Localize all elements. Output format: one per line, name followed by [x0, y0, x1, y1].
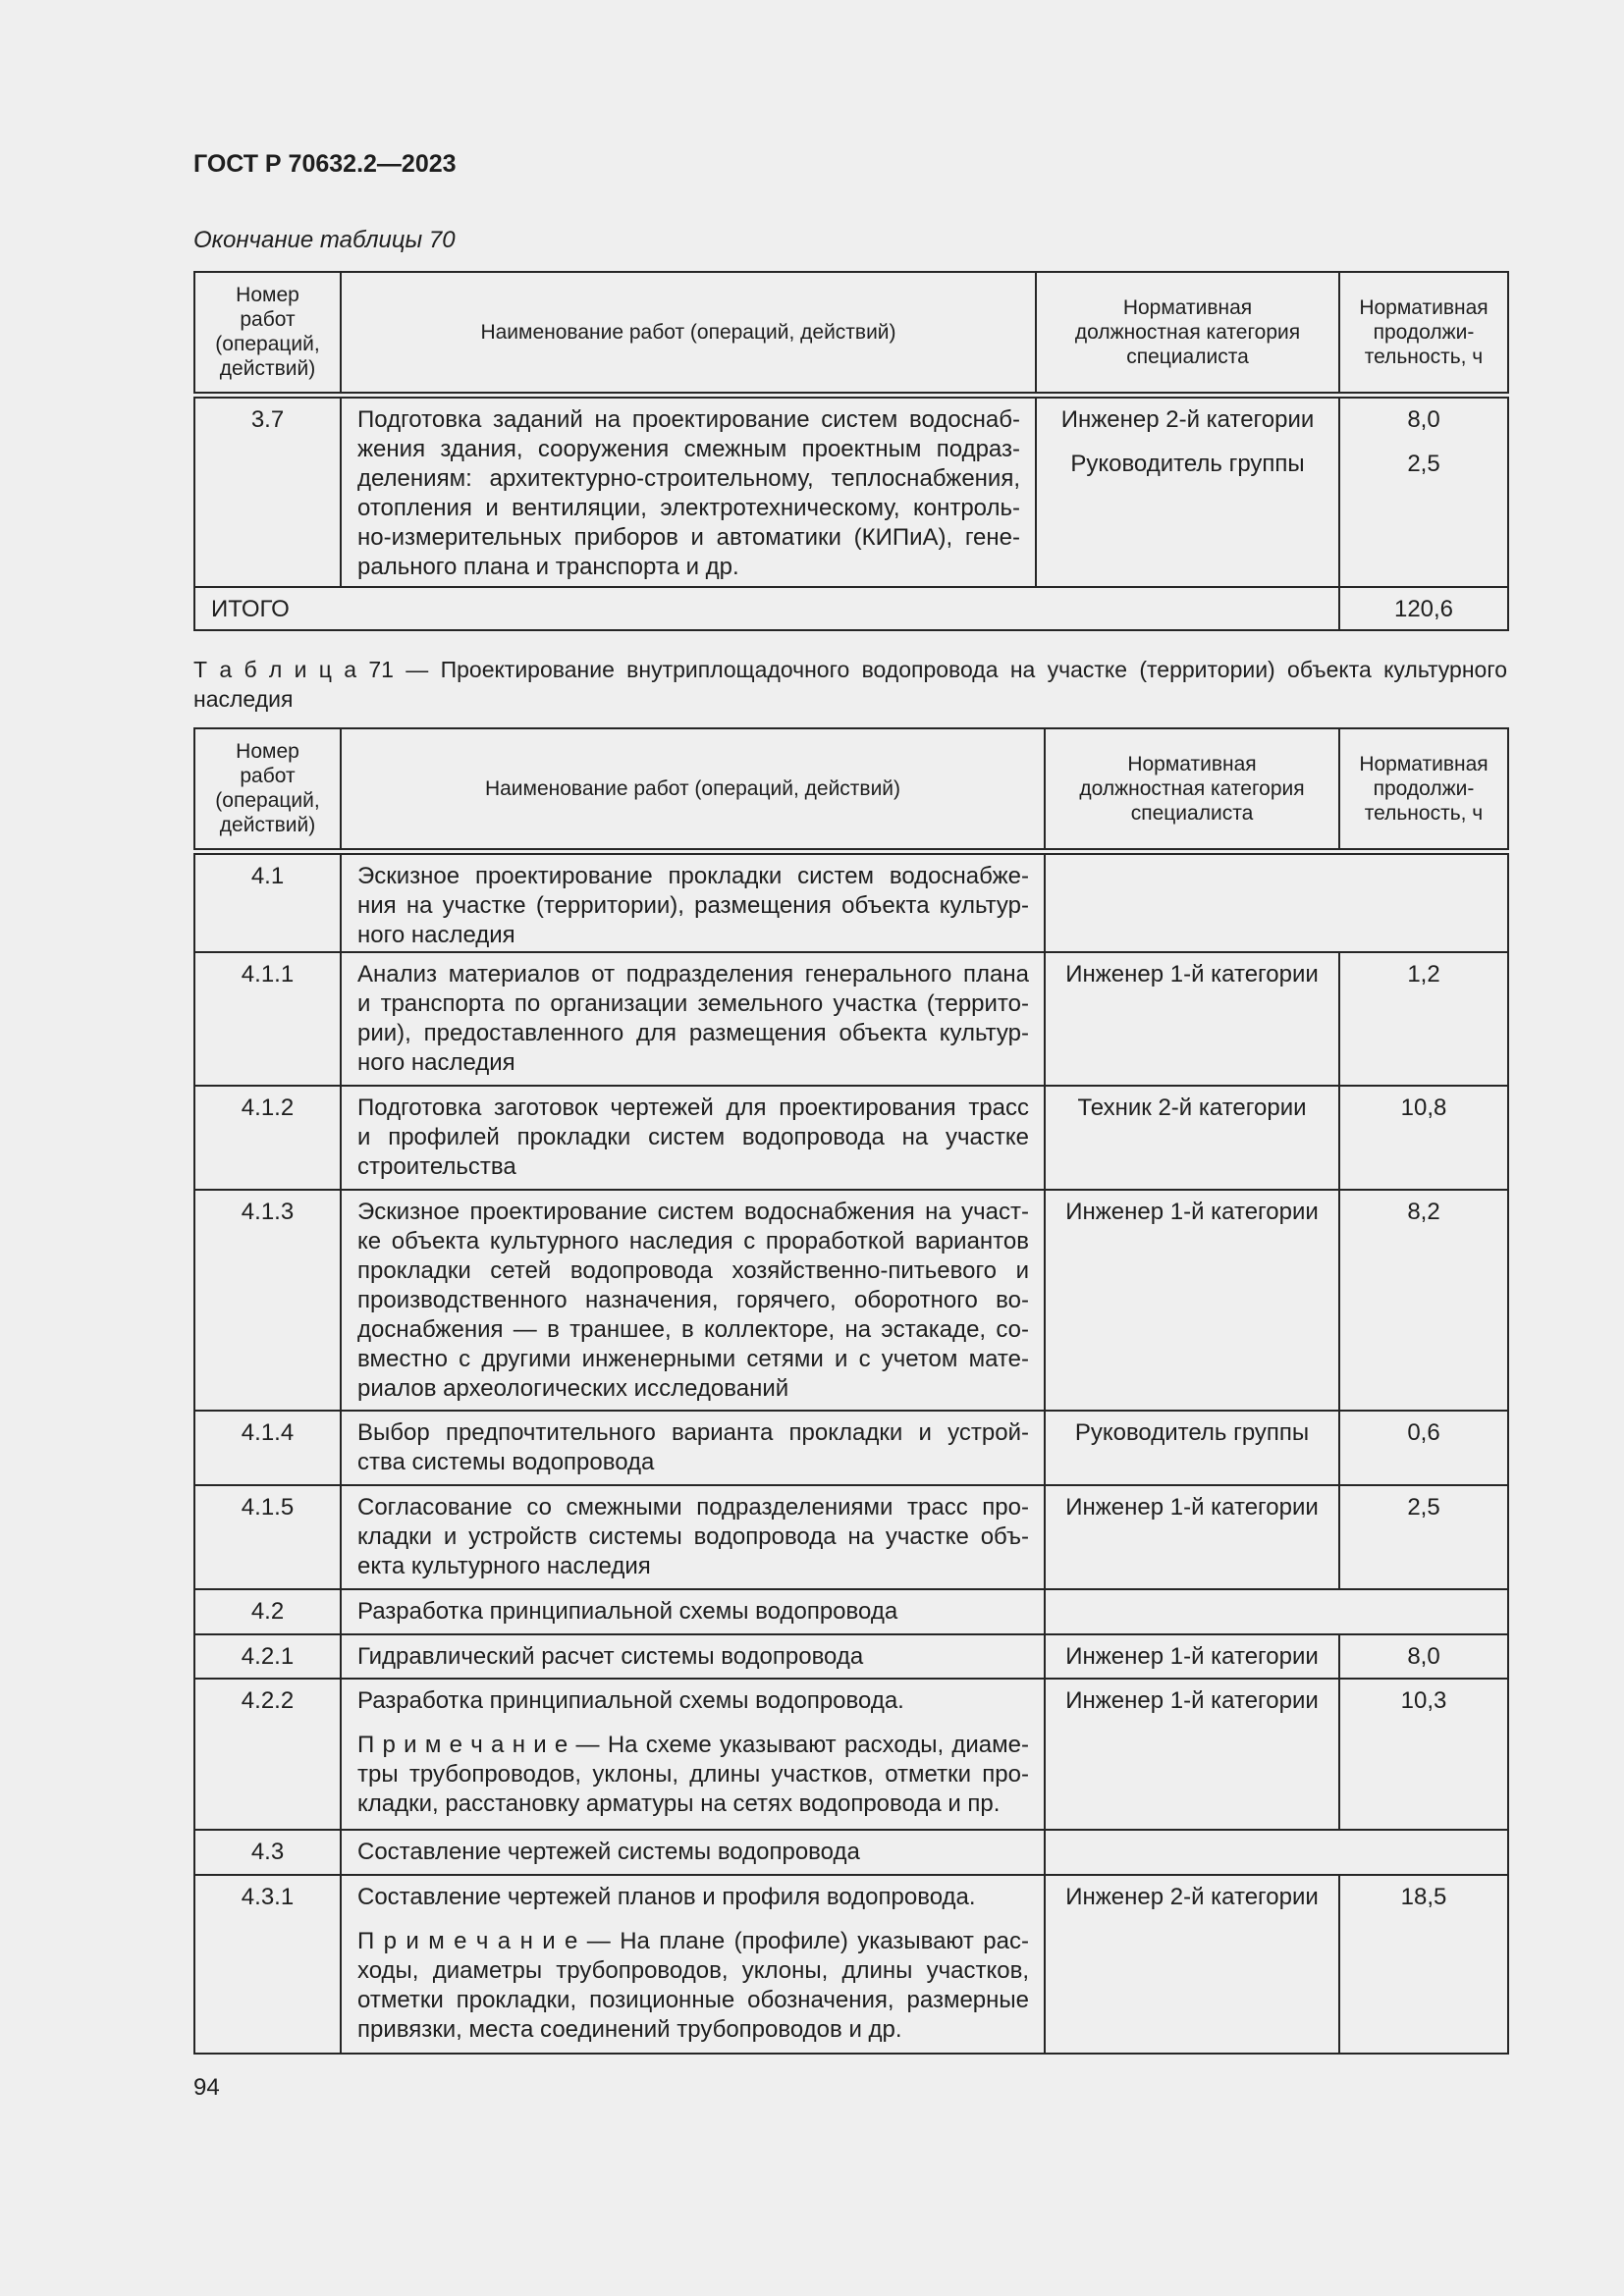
- paragraph: [1346, 1493, 1501, 1522]
- text-line: ства системы водопровода: [357, 1449, 655, 1475]
- specialist-category: [1045, 1679, 1339, 1830]
- text-line: Инженер 1-й категории: [1065, 1494, 1319, 1521]
- text-line: Инженер 1-й категории: [1065, 1643, 1319, 1670]
- total-value: 120,6: [1339, 587, 1508, 630]
- work-name: [341, 1485, 1045, 1589]
- paragraph: [1043, 450, 1332, 479]
- paragraph: [357, 1883, 1029, 1912]
- work-name: [341, 952, 1045, 1086]
- work-name: [341, 1411, 1045, 1485]
- specialist-category: [1045, 952, 1339, 1086]
- text-line: (операций,: [215, 333, 320, 356]
- work-name: [341, 851, 1045, 952]
- paragraph: [357, 405, 1020, 582]
- paragraph: [357, 1597, 1029, 1627]
- text-line: продолжи-: [1373, 776, 1475, 800]
- header-row: [194, 728, 1508, 851]
- table-row: [194, 1634, 1508, 1679]
- text-line: работ: [240, 308, 296, 332]
- text-line: ного наследия: [357, 921, 515, 948]
- specialist-category: [1045, 1485, 1339, 1589]
- work-number: 4.1.5: [194, 1485, 341, 1589]
- text-line: Наименование работ (операций, действий): [480, 320, 896, 344]
- specialist-category: [1045, 1875, 1339, 2054]
- text-line: 2,5: [1407, 1494, 1440, 1521]
- text-line: тельность, ч: [1364, 801, 1484, 825]
- duration: [1339, 1634, 1508, 1679]
- empty-merged-cell: [1045, 1589, 1508, 1634]
- total-row: [194, 587, 1508, 630]
- paragraph: [357, 1094, 1029, 1182]
- text-line: Техник 2-й категории: [1077, 1095, 1307, 1121]
- text-line: отопления и вентиляции, электротехническому, контроль-: [357, 494, 1020, 521]
- paragraph: [1346, 450, 1501, 479]
- text-line: специалиста: [1130, 801, 1254, 825]
- text-line: вместно с другими инженерными сетями и с учетом мате-: [357, 1346, 1029, 1372]
- text-line: 8,2: [1407, 1199, 1440, 1225]
- header-work-number: [194, 728, 341, 851]
- paragraph: [357, 1642, 1029, 1672]
- text-line: действий): [219, 357, 316, 381]
- table-71-caption: [193, 655, 1507, 714]
- table-70: [193, 271, 1509, 631]
- text-line: делениям: архитектурно-строительному, теплоснабжения,: [357, 464, 1020, 492]
- table-row: [194, 1411, 1508, 1485]
- text-line: Инженер 1-й категории: [1065, 1199, 1319, 1225]
- paragraph: [193, 655, 1507, 714]
- text-line: 1,2: [1407, 961, 1440, 988]
- text-line: Согласование со смежными подразделениями трасс про-: [357, 1494, 1029, 1521]
- paragraph: [1346, 1094, 1501, 1123]
- text-line: Инженер 1-й категории: [1065, 961, 1319, 988]
- text-line: 8,0: [1407, 1643, 1440, 1670]
- text-line: Номер: [236, 740, 299, 764]
- work-number: 4.2.1: [194, 1634, 341, 1679]
- total-label: ИТОГО: [194, 587, 1339, 630]
- specialist-category: [1045, 1190, 1339, 1411]
- text-line: Разработка принципиальной схемы водопровода.: [357, 1687, 904, 1714]
- text-line: кладки и устройств системы водопровода на участке объ-: [357, 1523, 1029, 1550]
- table-70-continuation-caption: Окончание таблицы 70: [193, 227, 456, 253]
- paragraph: [1052, 1642, 1332, 1672]
- header-specialist-category: [1045, 728, 1339, 851]
- text-line: Подготовка заданий на проектирование систем водоснаб-: [357, 405, 1020, 433]
- text-line: продолжи-: [1373, 320, 1475, 344]
- paragraph: [201, 739, 334, 837]
- duration: [1339, 952, 1508, 1086]
- text-line: П р и м е ч а н и е — На схеме указывают расходы, диаме-: [357, 1732, 1029, 1758]
- text-line: Выбор предпочтительного варианта прокладки и устрой-: [357, 1419, 1029, 1446]
- work-number: 4.1: [194, 851, 341, 952]
- text-line: екта культурного наследия: [357, 1553, 651, 1579]
- text-line: работ: [240, 765, 296, 788]
- paragraph: [357, 1731, 1029, 1819]
- paragraph: [1052, 1883, 1332, 1912]
- text-line: ния на участке (территории), размещения объекта культур-: [357, 891, 1029, 919]
- work-name: [341, 1589, 1045, 1634]
- work-number: 4.3: [194, 1830, 341, 1875]
- text-line: Эскизное проектирование систем водоснабжения на участ-: [357, 1199, 1029, 1225]
- work-name: [341, 1679, 1045, 1830]
- text-line: Инженер 1-й категории: [1065, 1687, 1319, 1714]
- paragraph: [357, 1418, 1029, 1477]
- duration: [1339, 395, 1508, 587]
- paragraph: [357, 960, 1029, 1078]
- paragraph: [348, 776, 1038, 801]
- paragraph: [1346, 295, 1501, 369]
- text-line: Т а б л и ц а 71 — Проектирование внутриплощадочного водопровода на участке (территории) объекта культурного: [193, 657, 1507, 682]
- text-line: Нормативная: [1359, 752, 1489, 775]
- specialist-category: [1045, 1411, 1339, 1485]
- paragraph: [357, 1493, 1029, 1581]
- work-number: 4.2.2: [194, 1679, 341, 1830]
- text-line: должностная категория: [1074, 320, 1301, 344]
- text-line: Нормативная: [1359, 295, 1489, 319]
- text-line: (операций,: [215, 789, 320, 813]
- paragraph: [1346, 1198, 1501, 1227]
- table-row: [194, 851, 1508, 952]
- work-number: 3.7: [194, 395, 341, 587]
- table-row: [194, 1589, 1508, 1634]
- text-line: строительства: [357, 1153, 516, 1180]
- paragraph: [357, 1686, 1029, 1716]
- text-line: и транспорта по организации земельного участка (террито-: [357, 990, 1029, 1017]
- text-line: прокладки сетей водопровода хозяйственно-питьевого и: [357, 1257, 1029, 1284]
- work-name: [341, 1634, 1045, 1679]
- header-duration: [1339, 272, 1508, 395]
- duration: [1339, 1679, 1508, 1830]
- table-row: [194, 1086, 1508, 1190]
- paragraph: [1052, 1198, 1332, 1227]
- paragraph: [1346, 960, 1501, 989]
- header-work-name: [341, 272, 1036, 395]
- text-line: 10,3: [1400, 1687, 1447, 1714]
- text-line: Наименование работ (операций, действий): [484, 776, 901, 800]
- paragraph: [1346, 405, 1501, 435]
- header-specialist-category: [1036, 272, 1339, 395]
- text-line: Гидравлический расчет системы водопровода: [357, 1643, 864, 1670]
- text-line: Анализ материалов от подразделения генерального плана: [357, 961, 1029, 988]
- work-number: 4.1.4: [194, 1411, 341, 1485]
- page-number: 94: [193, 2074, 220, 2101]
- table-row: [194, 395, 1508, 587]
- paragraph: [1043, 405, 1332, 435]
- text-line: наследия: [193, 686, 294, 712]
- text-line: Составление чертежей планов и профиля водопровода.: [357, 1884, 976, 1910]
- work-name: [341, 395, 1036, 587]
- empty-merged-cell: [1045, 851, 1508, 952]
- text-line: специалиста: [1126, 345, 1249, 368]
- paragraph: [1052, 960, 1332, 989]
- paragraph: [357, 1198, 1029, 1404]
- work-name: [341, 1190, 1045, 1411]
- paragraph: [1052, 752, 1332, 826]
- paragraph: [1052, 1094, 1332, 1123]
- table-row: [194, 1679, 1508, 1830]
- duration: [1339, 1190, 1508, 1411]
- text-line: Инженер 2-й категории: [1065, 1884, 1319, 1910]
- text-line: 2,5: [1407, 450, 1440, 477]
- table-row: [194, 1485, 1508, 1589]
- work-number: 4.1.3: [194, 1190, 341, 1411]
- paragraph: [1043, 295, 1332, 369]
- duration: [1339, 1411, 1508, 1485]
- text-line: Подготовка заготовок чертежей для проектирования трасс: [357, 1095, 1029, 1121]
- text-line: ного наследия: [357, 1049, 515, 1076]
- table-row: [194, 1830, 1508, 1875]
- text-line: должностная категория: [1079, 776, 1305, 800]
- table-row: [194, 952, 1508, 1086]
- paragraph: [357, 862, 1029, 950]
- standard-designation: ГОСТ Р 70632.2—2023: [193, 150, 457, 178]
- text-line: действий): [219, 814, 316, 837]
- text-line: Руководитель группы: [1070, 450, 1305, 477]
- paragraph: [1346, 1642, 1501, 1672]
- text-line: риалов археологических исследований: [357, 1375, 789, 1402]
- duration: [1339, 1875, 1508, 2054]
- empty-merged-cell: [1045, 1830, 1508, 1875]
- text-line: Разработка принципиальной схемы водопровода: [357, 1598, 898, 1625]
- text-line: рии), предоставленного для размещения объекта культур-: [357, 1020, 1029, 1046]
- duration: [1339, 1485, 1508, 1589]
- work-number: 4.1.2: [194, 1086, 341, 1190]
- work-name: [341, 1086, 1045, 1190]
- paragraph: [201, 283, 334, 381]
- table-71: [193, 727, 1509, 2055]
- paragraph: [1346, 752, 1501, 826]
- header-duration: [1339, 728, 1508, 851]
- text-line: тры трубопроводов, уклоны, длины участков, отметки про-: [357, 1761, 1029, 1788]
- table-row: [194, 1875, 1508, 2054]
- paragraph: [357, 1838, 1029, 1867]
- text-line: 18,5: [1400, 1884, 1447, 1910]
- work-number: 4.2: [194, 1589, 341, 1634]
- paragraph: [1052, 1686, 1332, 1716]
- text-line: Руководитель группы: [1074, 1419, 1310, 1446]
- text-line: П р и м е ч а н и е — На плане (профиле) указывают рас-: [357, 1928, 1029, 1954]
- header-row: [194, 272, 1508, 395]
- text-line: производственного назначения, горячего, оборотного во-: [357, 1287, 1029, 1313]
- text-line: кладки, расстановку арматуры на сетях водопровода и пр.: [357, 1790, 1001, 1817]
- text-line: 10,8: [1400, 1095, 1447, 1121]
- specialist-category: [1036, 395, 1339, 587]
- specialist-category: [1045, 1634, 1339, 1679]
- paragraph: [1052, 1418, 1332, 1448]
- text-line: рального плана и транспорта и др.: [357, 553, 739, 580]
- text-line: Номер: [236, 284, 299, 307]
- text-line: отметки прокладки, позиционные обозначения, размерные: [357, 1987, 1029, 2013]
- text-line: доснабжения — в траншее, в коллекторе, на эстакаде, со-: [357, 1316, 1029, 1343]
- text-line: Инженер 2-й категории: [1060, 405, 1315, 433]
- paragraph: [1346, 1686, 1501, 1716]
- header-work-name: [341, 728, 1045, 851]
- text-line: ке объекта культурного наследия с проработкой вариантов: [357, 1228, 1029, 1255]
- text-line: привязки, места соединений трубопроводов и др.: [357, 2016, 902, 2043]
- text-line: Нормативная: [1122, 295, 1253, 319]
- paragraph: [1346, 1418, 1501, 1448]
- paragraph: [357, 1927, 1029, 2045]
- work-number: 4.1.1: [194, 952, 341, 1086]
- paragraph: [1346, 1883, 1501, 1912]
- text-line: и профилей прокладки систем водопровода на участке: [357, 1124, 1029, 1150]
- work-name: [341, 1830, 1045, 1875]
- work-name: [341, 1875, 1045, 2054]
- text-line: Эскизное проектирование прокладки систем водоснабже-: [357, 862, 1029, 889]
- text-line: тельность, ч: [1364, 345, 1484, 368]
- text-line: но-измерительных приборов и автоматики (КИПиА), гене-: [357, 523, 1020, 551]
- text-line: Составление чертежей системы водопровода: [357, 1839, 860, 1865]
- text-line: Нормативная: [1127, 752, 1257, 775]
- duration: [1339, 1086, 1508, 1190]
- work-number: 4.3.1: [194, 1875, 341, 2054]
- paragraph: [1052, 1493, 1332, 1522]
- header-work-number: [194, 272, 341, 395]
- text-line: 0,6: [1407, 1419, 1440, 1446]
- text-line: жения здания, сооружения смежным проектным подраз-: [357, 435, 1020, 462]
- specialist-category: [1045, 1086, 1339, 1190]
- text-line: ходы, диаметры трубопроводов, уклоны, длины участков,: [357, 1957, 1029, 1984]
- paragraph: [348, 320, 1029, 345]
- text-line: 8,0: [1407, 405, 1440, 433]
- table-row: [194, 1190, 1508, 1411]
